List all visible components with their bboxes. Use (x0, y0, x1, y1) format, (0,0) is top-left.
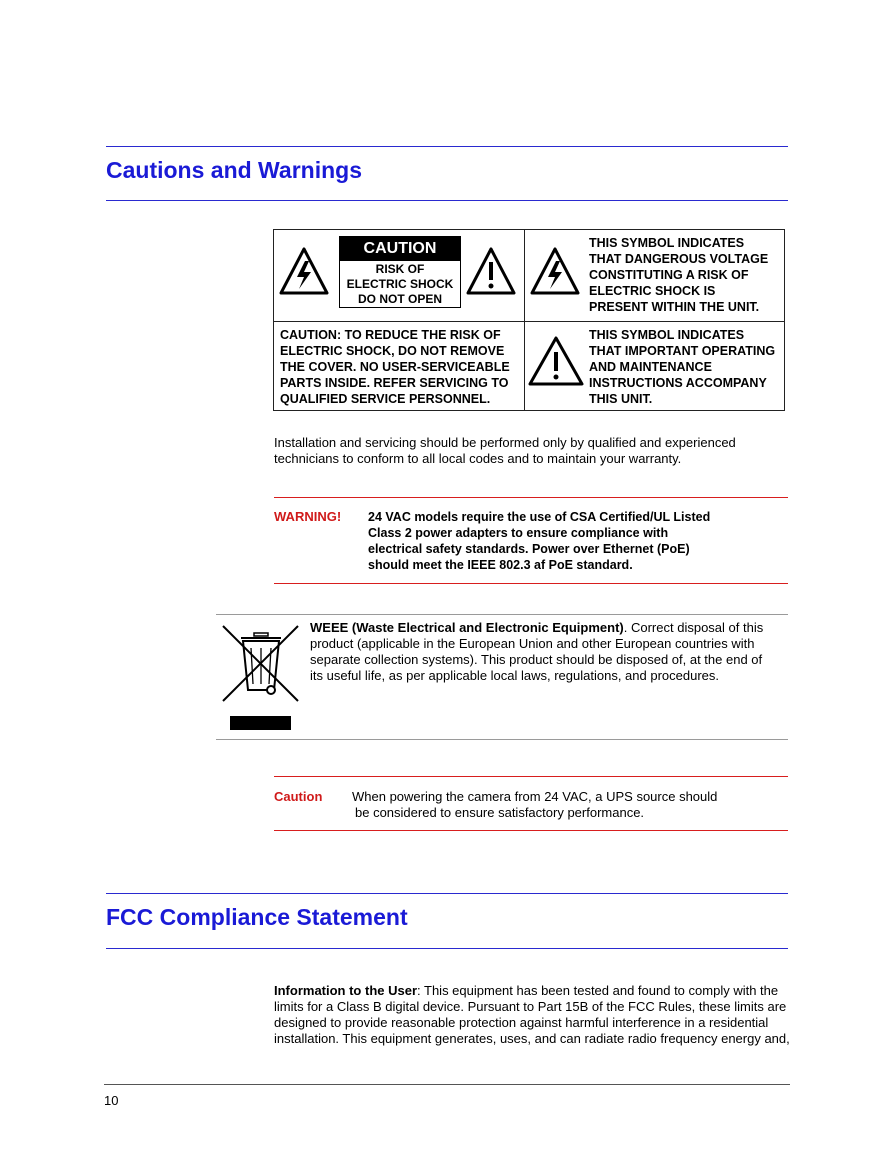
text-line (274, 983, 794, 999)
exclamation-triangle-icon (527, 335, 585, 387)
caution-badge-title: CAUTION (340, 237, 460, 261)
caution-bottom-rule (274, 830, 788, 831)
caution-text-line2: be considered to ensure satisfactory performance. (355, 805, 645, 820)
text-line: designed to provide reasonable protection against harmful interference in a residential (274, 1015, 769, 1030)
text-line: limits for a Class B digital device. Pursuant to Part 15B of the FCC Rules, these limits are (274, 999, 787, 1014)
heading-top-rule (106, 146, 788, 147)
text-line: THAT IMPORTANT OPERATING (589, 344, 776, 358)
warning-label: WARNING! (274, 509, 342, 524)
symbol-instructions-description (589, 327, 775, 407)
text-line: CAUTION: TO REDUCE THE RISK OF (280, 328, 501, 342)
text-line: THIS SYMBOL INDICATES (589, 236, 745, 250)
fcc-text (274, 983, 794, 1047)
weee-bottom-rule (216, 739, 788, 740)
symbol-voltage-description (589, 235, 768, 315)
text-line: THIS UNIT. (589, 392, 653, 406)
caution-label: Caution (274, 789, 323, 804)
section-title-fcc: FCC Compliance Statement (106, 904, 408, 930)
weee-text (310, 620, 780, 684)
text-fragment: : This equipment has been tested and found to comply with the (417, 983, 779, 998)
text-line: should meet the IEEE 802.3 af PoE standard. (368, 558, 633, 572)
footer-rule (104, 1084, 790, 1085)
warning-bottom-rule (274, 583, 788, 584)
text-line: technicians to conform to all local codes and to maintain your warranty. (274, 451, 682, 466)
installation-note (274, 435, 736, 467)
weee-top-rule (216, 614, 788, 615)
text-line: PARTS INSIDE. REFER SERVICING TO (280, 376, 509, 390)
text-line: electrical safety standards. Power over Ethernet (PoE) (368, 542, 690, 556)
lightning-triangle-icon (529, 246, 581, 296)
warning-top-rule (274, 497, 788, 498)
caution-text-line1: When powering the camera from 24 VAC, a UPS source should (352, 789, 718, 804)
text-line: its useful life, as per applicable local laws, regulations, and procedures. (310, 668, 720, 683)
text-line: separate collection systems). This product should be disposed of, at the end of (310, 652, 763, 667)
text-line (310, 620, 780, 636)
text-line: Installation and servicing should be performed only by qualified and experienced (274, 435, 736, 450)
heading-bottom-rule (106, 948, 788, 949)
text-line: AND MAINTENANCE (589, 360, 712, 374)
fcc-lead: Information to the User (274, 983, 418, 998)
heading-top-rule (106, 893, 788, 894)
caution-badge-line: RISK OF (375, 262, 425, 276)
caution-badge-line: DO NOT OPEN (357, 292, 442, 306)
caution-badge-line: ELECTRIC SHOCK (346, 277, 454, 291)
text-fragment: . Correct disposal of this (623, 620, 764, 635)
caution-badge (339, 236, 461, 308)
text-line: INSTRUCTIONS ACCOMPANY (589, 376, 767, 390)
text-line: CONSTITUTING A RISK OF (589, 268, 749, 282)
page-number: 10 (104, 1093, 119, 1108)
heading-bottom-rule (106, 200, 788, 201)
text-line: QUALIFIED SERVICE PERSONNEL. (280, 392, 491, 406)
exclamation-triangle-icon (465, 246, 517, 296)
text-line: THAT DANGEROUS VOLTAGE (589, 252, 769, 266)
text-line: Class 2 power adapters to ensure compliance with (368, 526, 669, 540)
crossed-out-wheelie-bin-icon (221, 624, 301, 732)
weee-title: WEEE (Waste Electrical and Electronic Equipment) (310, 620, 624, 635)
caution-cover-notice (280, 327, 510, 407)
text-line: THIS SYMBOL INDICATES (589, 328, 745, 342)
text-line: product (applicable in the European Union and other European countries with (310, 636, 755, 651)
caution-top-rule (274, 776, 788, 777)
section-title-cautions: Cautions and Warnings (106, 157, 362, 183)
text-line: 24 VAC models require the use of CSA Certified/UL Listed (368, 510, 711, 524)
text-line: installation. This equipment generates, uses, and can radiate radio frequency energy and, (274, 1031, 790, 1046)
lightning-triangle-icon (278, 246, 330, 296)
text-line: PRESENT WITHIN THE UNIT. (589, 300, 760, 314)
text-line: ELECTRIC SHOCK IS (589, 284, 716, 298)
text-line: THE COVER. NO USER-SERVICEABLE (280, 360, 510, 374)
warning-text (368, 509, 710, 573)
text-line: ELECTRIC SHOCK, DO NOT REMOVE (280, 344, 505, 358)
